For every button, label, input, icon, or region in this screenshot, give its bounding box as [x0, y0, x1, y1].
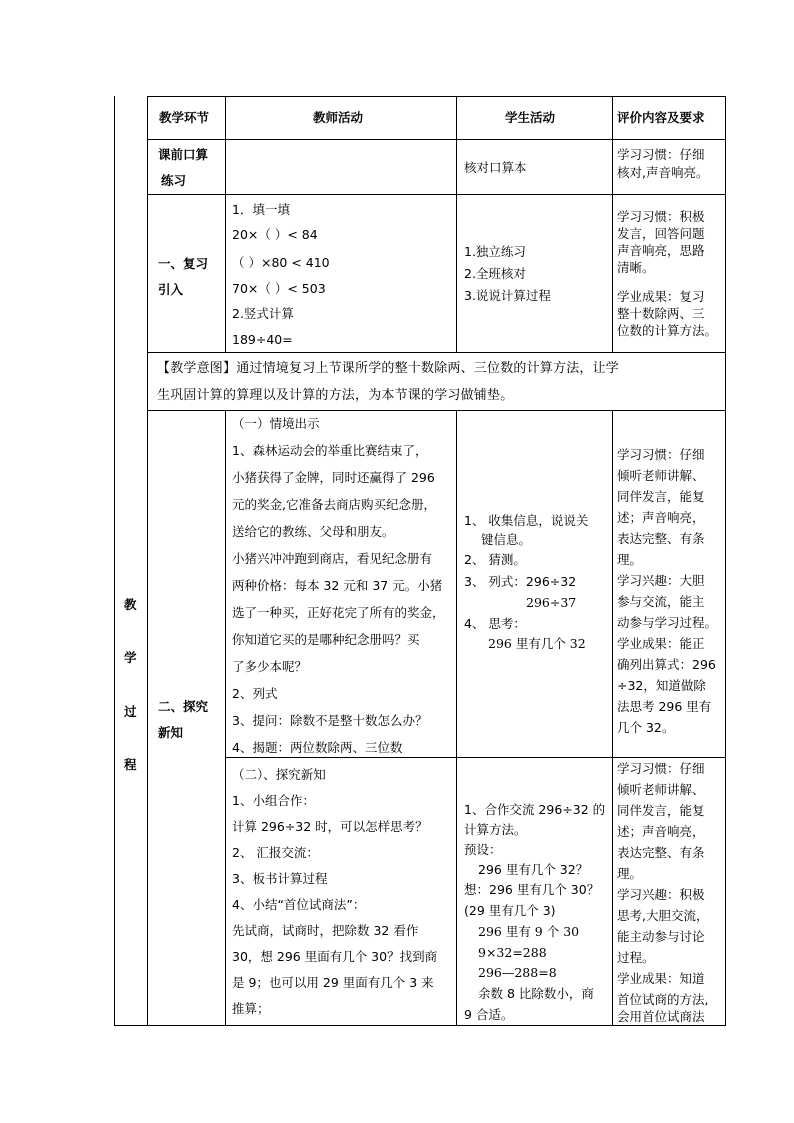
grid-line [456, 410, 457, 1026]
grid-line [114, 96, 115, 1026]
explore-eval-line: 述；声音响亮， [617, 510, 705, 525]
review-eval-line: 清晰。 [617, 260, 655, 275]
explore2-teacher-line: 1、小组合作： [232, 793, 315, 808]
process-label-char: 程 [124, 757, 137, 772]
explore-eval-line: 倾听老师讲解、 [617, 468, 705, 483]
grid-line [147, 139, 726, 140]
explore-teacher-line: 你知道它买的是哪种纪念册吗？买 [232, 632, 420, 647]
header-teacher: 教师活动 [313, 110, 364, 125]
teaching-intent-line1: 【教学意图】通过情境复习上节课所学的整十数除两、三位数的计算方法，让学 [157, 361, 620, 376]
grid-line [225, 96, 226, 352]
explore2-student-line: 想：296 里有几个 30？ [464, 882, 600, 897]
explore2-eval-line: 述；声音响亮， [617, 824, 705, 839]
explore-teacher-line: 3、提问：除数不是整十数怎么办？ [232, 713, 428, 728]
explore2-eval-line: 能主动参与讨论 [617, 929, 705, 944]
explore2-eval-line: 理。 [617, 866, 643, 881]
explore2-eval-line: 同伴发言，能复 [617, 803, 705, 818]
explore-eval-line: 学习习惯：仔细 [617, 447, 705, 462]
explore-teacher-line: 元的奖金,它准备去商店购买纪念册， [232, 497, 436, 512]
teaching-intent-line2: 生巩固计算的算理以及计算的方法，为本节课的学习做铺垫。 [157, 388, 514, 403]
precalc-stage-line1: 课前口算 [158, 147, 209, 162]
review-teacher-line: 20×（ ）< 84 [232, 227, 318, 242]
header-stage: 教学环节 [159, 110, 210, 125]
review-eval-line: 学习习惯：积极 [617, 209, 705, 224]
explore2-teacher-line: 30，想 296 里面有几个 30？找到商 [232, 949, 438, 964]
explore2-student-line: 9×32=288 [478, 945, 547, 960]
explore-teacher-line: 2、列式 [232, 686, 278, 701]
review-teacher-line: （ ）×80 < 410 [232, 255, 330, 270]
explore2-student-line: 296 里有几个 32？ [478, 862, 589, 877]
explore2-student-line: 计算方法。 [464, 822, 527, 837]
explore-teacher-line: 了多少本呢？ [232, 659, 308, 674]
explore2-teacher-line: 推算； [232, 1001, 270, 1016]
explore2-eval-line: 学业成果：知道 [617, 971, 705, 986]
explore2-teacher-line: 4、小结“首位试商法”： [232, 897, 366, 912]
explore-teacher-line: 小猪获得了金牌，同时还赢得了 296 [232, 470, 435, 485]
explore-eval-line: 学业成果：能正 [617, 636, 705, 651]
precalc-stage-line2: 练习 [161, 173, 187, 188]
explore-eval-line: 学习兴趣：大胆 [617, 573, 705, 588]
explore2-student-line: 9 合适。 [464, 1007, 514, 1022]
explore-student-line: 1、 收集信息，说说关 [464, 513, 589, 528]
review-stage-line2: 引入 [158, 282, 184, 297]
explore2-teacher-line: 2、 汇报交流： [232, 845, 319, 860]
explore2-teacher-line: 计算 296÷32 时，可以怎样思考？ [232, 819, 428, 834]
explore2-teacher-line: 3、板书计算过程 [232, 871, 328, 886]
grid-line [147, 194, 726, 195]
explore2-eval-line: 思考,大胆交流， [617, 908, 709, 923]
explore-teacher-line: 小猪兴冲冲跑到商店，看见纪念册有 [232, 551, 433, 566]
explore2-eval-line: 倾听老师讲解、 [617, 782, 705, 797]
explore-eval-line: 动参与学习过程。 [617, 615, 718, 630]
precalc-eval-line1: 学习习惯：仔细 [617, 147, 705, 162]
explore-teacher-line: 送给它的教练、父母和朋友。 [232, 524, 395, 539]
grid-line [147, 96, 726, 97]
review-eval-line: 位数的计算方法。 [617, 323, 718, 338]
precalc-eval-line2: 核对,声音响亮。 [617, 165, 709, 180]
explore-teacher-line: （一）情境出示 [232, 416, 320, 431]
explore-stage-line2: 新知 [158, 725, 184, 740]
explore-student-line: 4、 思考： [464, 616, 526, 631]
explore-eval-line: 表达完整、有条 [617, 531, 705, 546]
explore2-teacher-line: （二）、探究新知 [232, 767, 326, 782]
review-eval-line: 声音响亮，思路 [617, 243, 705, 258]
review-teacher-line: 189÷40= [232, 332, 293, 347]
grid-line [612, 410, 613, 1026]
explore-student-line: 3、 列式：296÷32 [464, 574, 577, 589]
grid-line [225, 410, 226, 1026]
explore-eval-line: 几个 32。 [617, 720, 675, 735]
explore-eval-line: 同伴发言，能复 [617, 489, 705, 504]
explore-stage-line1: 二、探究 [158, 699, 209, 714]
explore2-teacher-line: 先试商，试商时，把除数 32 看作 [232, 923, 419, 938]
explore2-student-line: 1、合作交流 296÷32 的 [464, 802, 606, 817]
grid-line [612, 96, 613, 352]
explore2-eval-line: 会用首位试商法 [617, 1009, 705, 1024]
grid-line [456, 96, 457, 352]
precalc-student: 核对口算本 [464, 160, 527, 175]
explore-teacher-line: 选了一种买，正好花完了所有的奖金， [232, 605, 445, 620]
review-eval-line: 发言，回答问题 [617, 226, 705, 241]
explore-student-line: 296÷37 [526, 595, 577, 610]
explore-teacher-line: 两种价格：每本 32 元和 37 元。小猪 [232, 578, 443, 593]
explore2-student-line: 余数 8 比除数小，商 [478, 986, 594, 1001]
header-student: 学生活动 [505, 110, 556, 125]
explore-student-line: 键信息。 [481, 532, 532, 547]
explore2-eval-line: 学习兴趣：积极 [617, 887, 705, 902]
explore2-eval-line: 首位试商的方法, [617, 992, 709, 1007]
process-label-char: 教 [124, 597, 137, 612]
review-teacher-line: 1．填一填 [232, 202, 290, 217]
explore-eval-line: ÷32，知道做除 [617, 678, 706, 693]
explore-eval-line: 理。 [617, 552, 643, 567]
explore2-teacher-line: 是 9；也可以用 29 里面有几个 3 来 [232, 975, 434, 990]
review-eval-line: 学业成果：复习 [617, 289, 705, 304]
explore-eval-line: 参与交流，能主 [617, 594, 705, 609]
process-label-char: 过 [124, 704, 137, 719]
review-student-line: 2.全班核对 [464, 266, 526, 281]
explore2-eval-line: 表达完整、有条 [617, 845, 705, 860]
process-label-char: 学 [124, 650, 137, 665]
review-teacher-line: 2.竖式计算 [232, 306, 294, 321]
review-student-line: 3.说说计算过程 [464, 288, 551, 303]
explore2-student-line: (29 里有几个 3) [464, 903, 556, 918]
header-eval: 评价内容及要求 [617, 110, 705, 125]
grid-line [725, 96, 726, 1026]
explore-student-line: 2、 猜测。 [464, 552, 526, 567]
explore2-student-line: 296 里有 9 个 30 [478, 924, 580, 939]
grid-line [147, 352, 726, 353]
explore2-student-line: 预设： [464, 842, 502, 857]
review-teacher-line: 70×（ ）< 503 [232, 281, 326, 296]
explore-teacher-line: 4、揭题：两位数除两、三位数 [232, 740, 403, 755]
explore2-eval-line: 过程。 [617, 950, 655, 965]
grid-line [147, 96, 148, 1026]
explore-teacher-line: 1、森林运动会的举重比赛结束了， [232, 443, 428, 458]
explore-eval-line: 确列出算式：296 [617, 657, 716, 672]
explore-student-line: 296 里有几个 32 [488, 636, 586, 651]
review-eval-line: 整十数除两、三 [617, 306, 705, 321]
explore-eval-line: 法思考 296 里有 [617, 699, 712, 714]
explore2-student-line: 296—288=8 [478, 965, 557, 980]
grid-line [147, 410, 726, 411]
review-stage-line1: 一、复习 [158, 256, 209, 271]
explore2-eval-line: 学习习惯：仔细 [617, 761, 705, 776]
review-student-line: 1.独立练习 [464, 244, 526, 259]
